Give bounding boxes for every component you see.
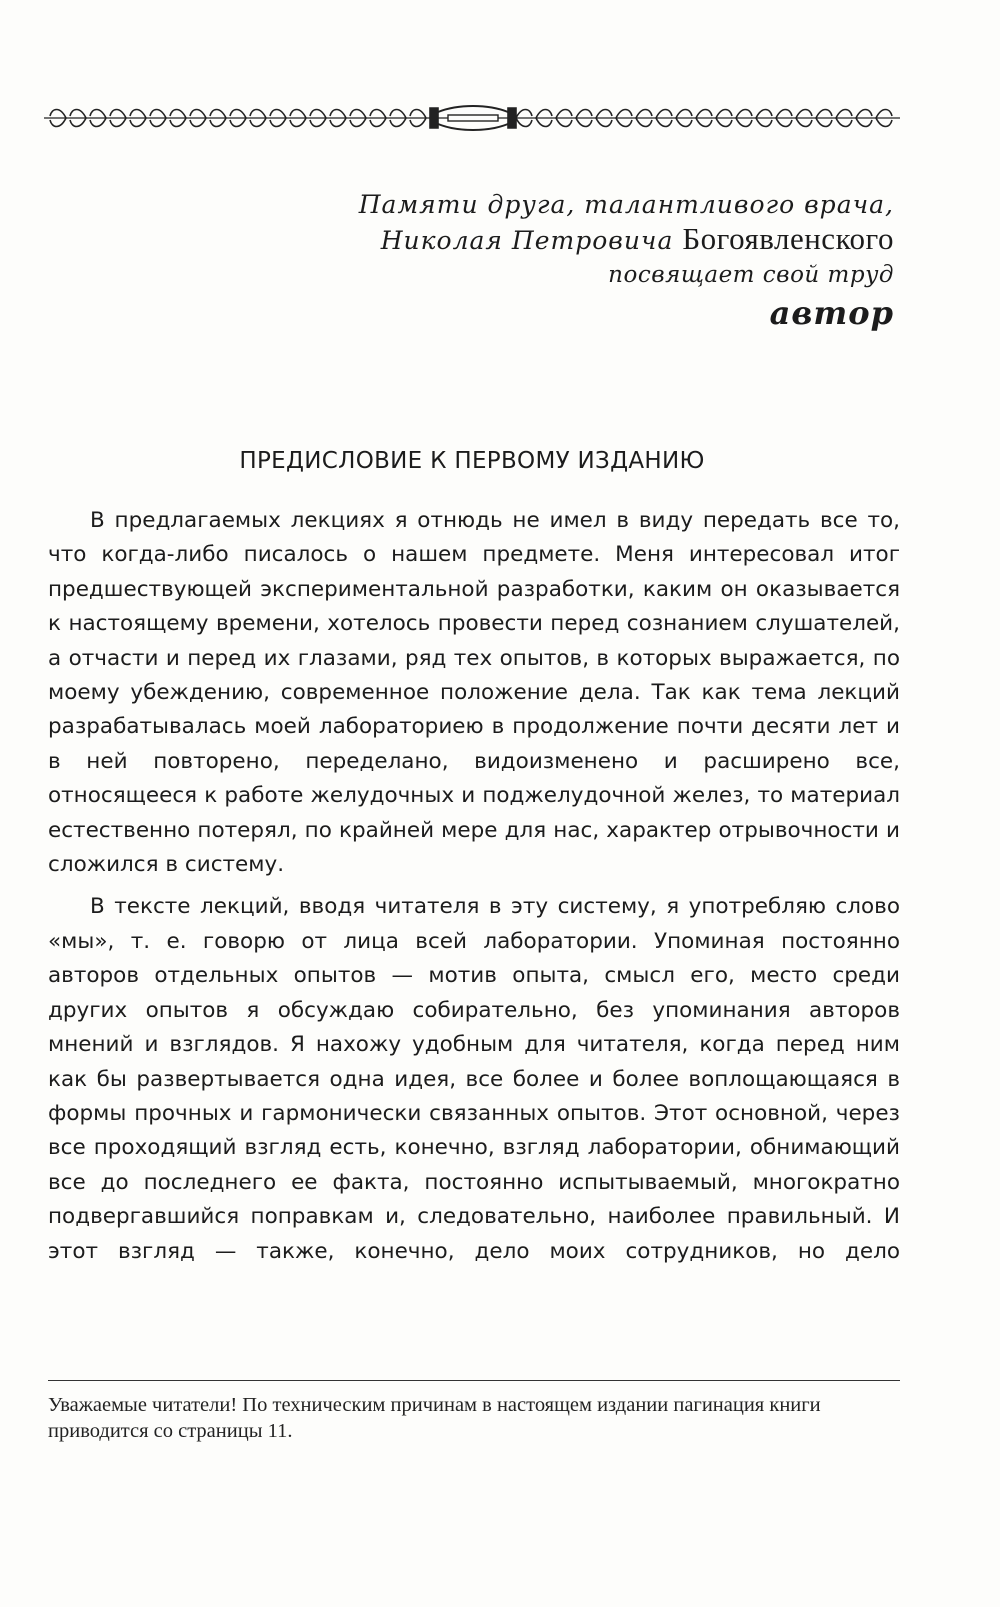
- paragraph-2: В тексте лекций, вводя читателя в эту систему, я употребляю слово «мы», т. е. говорю от лица всей лаборатории. Упоминая постоянно авторов отдельных опытов — мотив опыта, смысл его, место среди других опытов я обсуждаю собирательно, без упоминания авторов мнений и взглядов. Я нахожу удобным для читателя, когда перед ним как бы развертывается одна идея, все более и более воплощающаяся в формы прочных и гармонически связанных опытов. Этот основной, через все проходящий взгляд есть, конечно, взгляд лаборатории, обнимающий все до последнего ее факта, постоянно испытываемый, многократно подвергавшийся поправкам и, следовательно, наиболее правильный. И этот взгляд — также, конечно, дело моих сотрудников, но дело: [48, 894, 900, 1264]
- dedication-line-1: Памяти друга, талантливого врача,: [358, 190, 894, 219]
- dedication-signature: автор: [769, 294, 894, 332]
- preface-body: [48, 504, 900, 1269]
- dedication: [194, 188, 894, 334]
- paragraph-1: В предлагаемых лекциях я отнюдь не имел в виду передать все то, что когда-либо писалось о нашем предмете. Меня интересовал итог предшествующей экспериментальной разработки, каким он оказывается к настоящему времени, хотелось провести перед сознанием слушателей, а отчасти и перед их глазами, ряд тех опытов, в которых выражается, по моему убеждению, современное положение дела. Так как тема лекций разрабатывалась моей лабораториею в продолжение почти десяти лет и в ней повторено, переделано, видоизменено и расширено все, относящееся к работе желудочных и поджелудочной желез, то материал естественно потерял, по крайней мере для нас, характер отрывочности и сложился в систему.: [48, 508, 900, 878]
- section-heading: ПРЕДИСЛОВИЕ К ПЕРВОМУ ИЗДАНИЮ: [239, 448, 705, 474]
- dedication-surname: Богоявленского: [682, 221, 894, 256]
- footnote: Уважаемые читатели! По техническим причинам в настоящем издании пагинация книги приводится со страницы 11.: [48, 1394, 821, 1442]
- dedication-line-2: [194, 222, 894, 258]
- dedication-line-3: посвящает свой труд: [608, 262, 894, 288]
- dedication-name: Николая Петровича: [380, 226, 683, 255]
- footnote-rule: [48, 1380, 900, 1381]
- laurel-ornament-icon: [38, 96, 906, 140]
